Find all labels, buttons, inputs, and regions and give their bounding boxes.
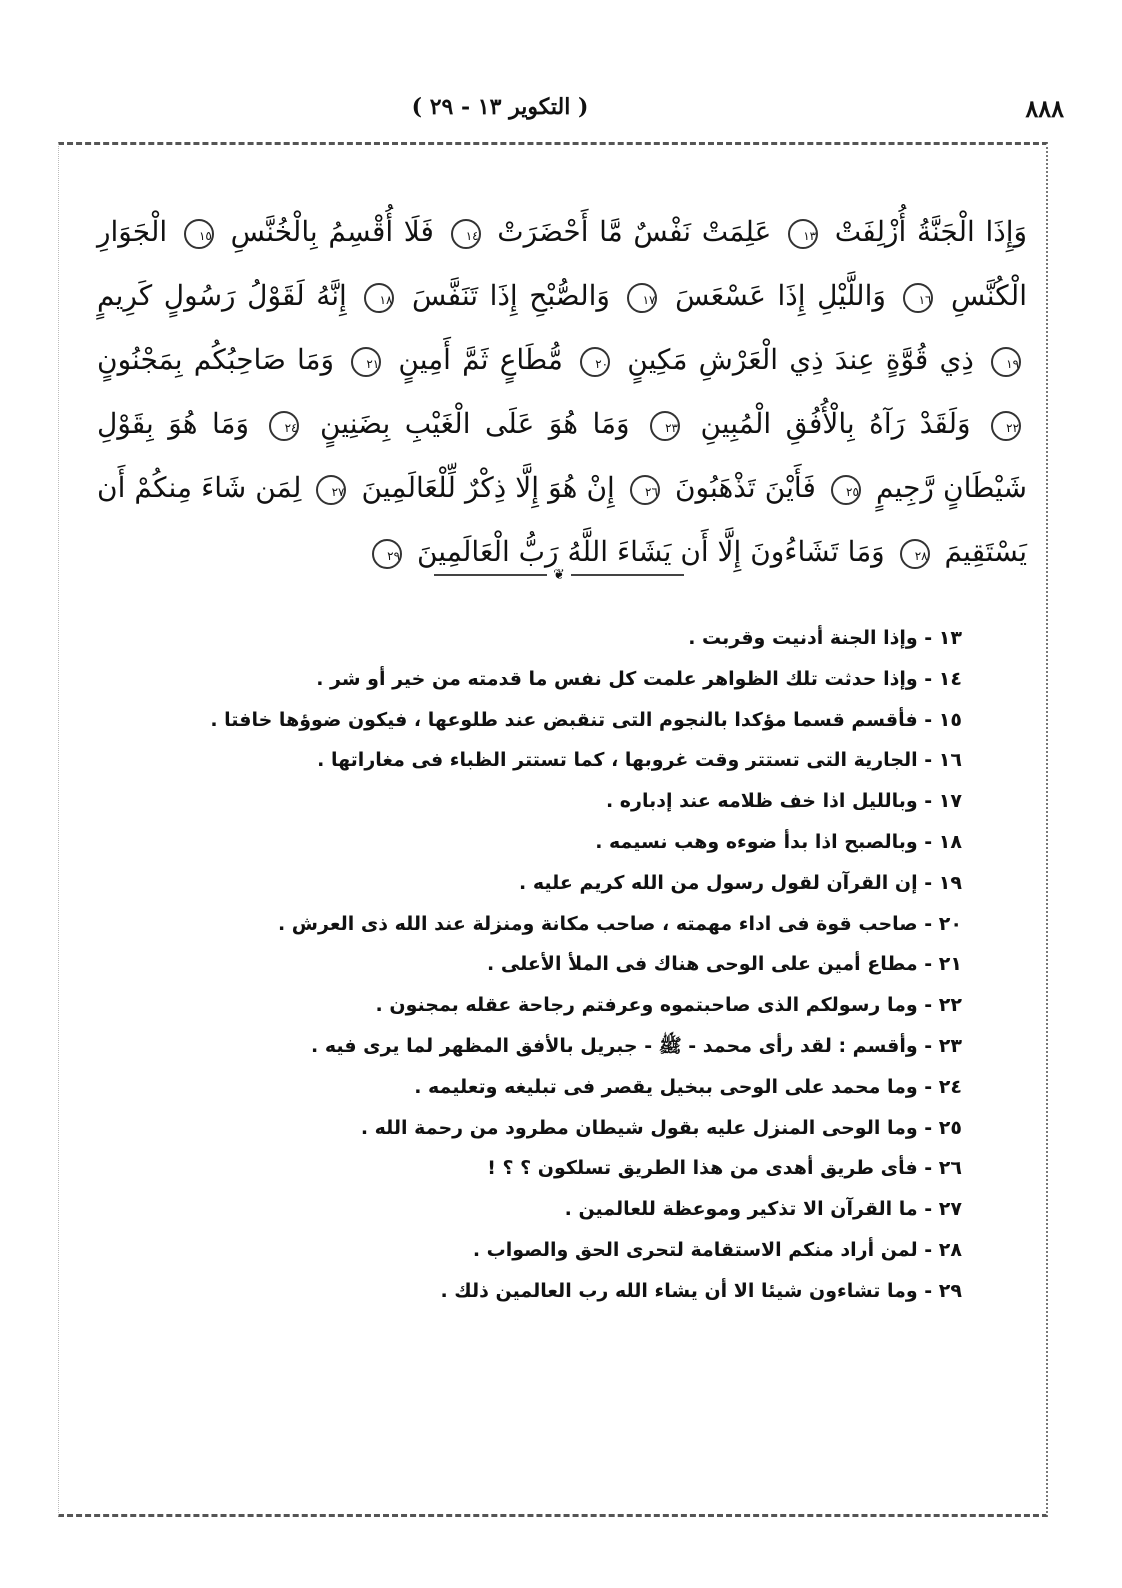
verse-text: إِنَّهُ لَقَوْلُ رَسُولٍ كَرِيمٍ <box>97 279 347 312</box>
commentary-item <box>142 822 962 863</box>
commentary-list <box>142 618 962 1312</box>
commentary-dash: - <box>917 1157 939 1180</box>
commentary-dash: - <box>917 1116 939 1139</box>
commentary-number: ١٤ <box>938 667 962 690</box>
commentary-number: ١٦ <box>938 749 962 772</box>
commentary-dash: - <box>917 953 939 976</box>
commentary-item <box>142 1271 962 1312</box>
commentary-item <box>142 1230 962 1271</box>
commentary-item <box>142 659 962 700</box>
running-header: ( التكوير ١٣ - ٢٩ ) <box>411 94 589 120</box>
verse-text: وَمَا هُوَ عَلَى الْغَيْبِ بِضَنِينٍ <box>319 407 630 440</box>
commentary-number: ١٩ <box>938 871 962 894</box>
verse-text: ذِي قُوَّةٍ عِندَ ذِي الْعَرْشِ مَكِينٍ <box>627 343 974 376</box>
commentary-item <box>142 618 962 659</box>
commentary-dash: - <box>917 1279 939 1302</box>
commentary-item <box>142 985 962 1026</box>
commentary-text: ما القرآن الا تذكير وموعظة للعالمين . <box>564 1198 918 1221</box>
verse-text: لِمَن شَاءَ مِنكُمْ أَن يَسْتَقِيمَ <box>97 471 1027 568</box>
verse-number-marker: ٢٧ <box>316 475 346 505</box>
verse-text: إِنْ هُوَ إِلَّا ذِكْرٌ لِّلْعَالَمِينَ <box>361 471 615 504</box>
verse-text: مُّطَاعٍ ثَمَّ أَمِينٍ <box>398 343 563 376</box>
verse-number-marker: ٢٩ <box>372 539 402 569</box>
commentary-dash: - <box>917 1075 939 1098</box>
verse-number-marker: ١٣ <box>788 219 818 249</box>
verse-text: عَلِمَتْ نَفْسٌ مَّا أَحْضَرَتْ <box>497 215 772 248</box>
commentary-item <box>142 700 962 741</box>
commentary-number: ٢٦ <box>938 1157 962 1180</box>
commentary-dash: - <box>917 994 939 1017</box>
commentary-text: وما تشاءون شيئا الا أن يشاء الله رب العالمين ذلك . <box>440 1279 918 1302</box>
verse-number-marker: ٢٨ <box>900 539 930 569</box>
commentary-text: إن القرآن لقول رسول من الله كريم عليه . <box>519 871 918 894</box>
commentary-dash: - <box>917 1198 939 1221</box>
commentary-item <box>142 863 962 904</box>
verse-number-marker: ٢٠ <box>580 347 610 377</box>
commentary-number: ٢٩ <box>938 1279 962 1302</box>
verse-number-marker: ١٥ <box>184 219 214 249</box>
commentary-dash: - <box>917 1238 939 1261</box>
verse-number-marker: ١٤ <box>451 219 481 249</box>
commentary-number: ١٨ <box>938 830 962 853</box>
verse-text: وَمَا هُوَ بِقَوْلِ شَيْطَانٍ رَّجِيمٍ <box>97 407 1028 504</box>
commentary-dash: - <box>917 830 939 853</box>
verse-number-marker: ١٧ <box>627 283 657 313</box>
commentary-number: ١٧ <box>938 790 962 813</box>
verse-text: فَأَيْنَ تَذْهَبُونَ <box>674 471 816 504</box>
verse-text: وَمَا تَشَاءُونَ إِلَّا أَن يَشَاءَ اللَّهُ رَبُّ الْعَالَمِينَ <box>416 535 885 568</box>
separator-line <box>571 574 684 576</box>
verse-text: وَمَا صَاحِبُكُم بِمَجْنُونٍ <box>97 343 335 376</box>
verse-text: وَلَقَدْ رَآهُ بِالْأُفُقِ الْمُبِينِ <box>700 407 971 440</box>
verse-number-marker: ١٩ <box>991 347 1021 377</box>
commentary-dash: - <box>917 749 939 772</box>
commentary-text: وأقسم : لقد رأى محمد - ﷺ - جبريل بالأفق المظهر لما يرى فيه . <box>311 1034 918 1057</box>
commentary-number: ٢٥ <box>938 1116 962 1139</box>
commentary-number: ٢٣ <box>938 1034 962 1057</box>
commentary-text: مطاع أمين على الوحى هناك فى الملأ الأعلى . <box>487 953 918 976</box>
verse-number-marker: ١٨ <box>364 283 394 313</box>
page-number: ٨٨٨ <box>1025 94 1064 123</box>
commentary-number: ١٣ <box>938 627 962 649</box>
commentary-text: وما الوحى المنزل عليه بقول شيطان مطرود من رحمة الله . <box>360 1116 918 1139</box>
quran-verses-block <box>97 200 1027 584</box>
verse-number-marker: ١٦ <box>903 283 933 313</box>
commentary-text: وإذا الجنة أدنيت وقربت . <box>688 627 918 649</box>
commentary-number: ٢٨ <box>938 1238 962 1261</box>
commentary-number: ٢٤ <box>938 1075 962 1098</box>
verse-text: الْجَوَارِ الْكُنَّسِ <box>97 215 1027 312</box>
commentary-number: ٢١ <box>938 953 962 976</box>
commentary-text: لمن أراد منكم الاستقامة لتحرى الحق والصواب . <box>472 1238 918 1261</box>
verse-text: وَاللَّيْلِ إِذَا عَسْعَسَ <box>675 279 886 312</box>
commentary-number: ٢٠ <box>938 912 962 935</box>
commentary-number: ١٥ <box>938 708 962 731</box>
verse-number-marker: ٢٤ <box>269 411 299 441</box>
commentary-item <box>142 1189 962 1230</box>
commentary-item <box>142 1148 962 1189</box>
commentary-text: وإذا حدثت تلك الظواهر علمت كل نفس ما قدمته من خير أو شر . <box>316 667 918 690</box>
verse-number-marker: ٢٢ <box>991 411 1021 441</box>
separator-line <box>434 574 547 576</box>
commentary-item <box>142 904 962 945</box>
verse-text: وَإِذَا الْجَنَّةُ أُزْلِفَتْ <box>834 215 1028 248</box>
verse-number-marker: ٢٣ <box>650 411 680 441</box>
commentary-dash: - <box>917 912 939 935</box>
section-separator <box>434 567 684 583</box>
commentary-item <box>142 740 962 781</box>
commentary-item <box>142 944 962 985</box>
commentary-text: وبالليل اذا خف ظلامه عند إدباره . <box>605 790 918 813</box>
commentary-number: ٢٢ <box>938 994 962 1017</box>
verse-number-marker: ٢١ <box>351 347 381 377</box>
commentary-dash: - <box>917 871 939 894</box>
verse-number-marker: ٢٥ <box>831 475 861 505</box>
commentary-text: وما محمد على الوحى ببخيل يقصر فى تبليغه وتعليمه . <box>414 1075 918 1098</box>
commentary-dash: - <box>917 627 939 649</box>
commentary-text: صاحب قوة فى اداء مهمته ، صاحب مكانة ومنزلة عند الله ذى العرش . <box>277 912 918 935</box>
commentary-text: فأقسم قسما مؤكدا بالنجوم التى تنقبض عند طلوعها ، فيكون ضوؤها خافتا . <box>210 708 918 731</box>
commentary-dash: - <box>917 667 939 690</box>
commentary-item <box>142 1108 962 1149</box>
verse-text: وَالصُّبْحِ إِذَا تَنَفَّسَ <box>411 279 610 312</box>
commentary-item <box>142 781 962 822</box>
commentary-text: وما رسولكم الذى صاحبتموه وعرفتم رجاحة عقله بمجنون . <box>375 994 918 1017</box>
commentary-text: فأى طريق أهدى من هذا الطريق تسلكون ؟ ؟ ! <box>487 1157 918 1180</box>
separator-ornament: ❦ <box>553 567 565 583</box>
commentary-dash: - <box>917 790 939 813</box>
commentary-item <box>142 1026 962 1067</box>
verse-text: فَلَا أُقْسِمُ بِالْخُنَّسِ <box>230 215 434 248</box>
commentary-text: الجارية التى تستتر وقت غروبها ، كما تستتر الظباء فى مغاراتها . <box>317 749 918 772</box>
commentary-dash: - <box>917 1034 939 1057</box>
verse-number-marker: ٢٦ <box>630 475 660 505</box>
commentary-dash: - <box>917 708 939 731</box>
commentary-number: ٢٧ <box>938 1198 962 1221</box>
commentary-item <box>142 1067 962 1108</box>
commentary-text: وبالصبح اذا بدأ ضوءه وهب نسيمه . <box>595 830 918 853</box>
